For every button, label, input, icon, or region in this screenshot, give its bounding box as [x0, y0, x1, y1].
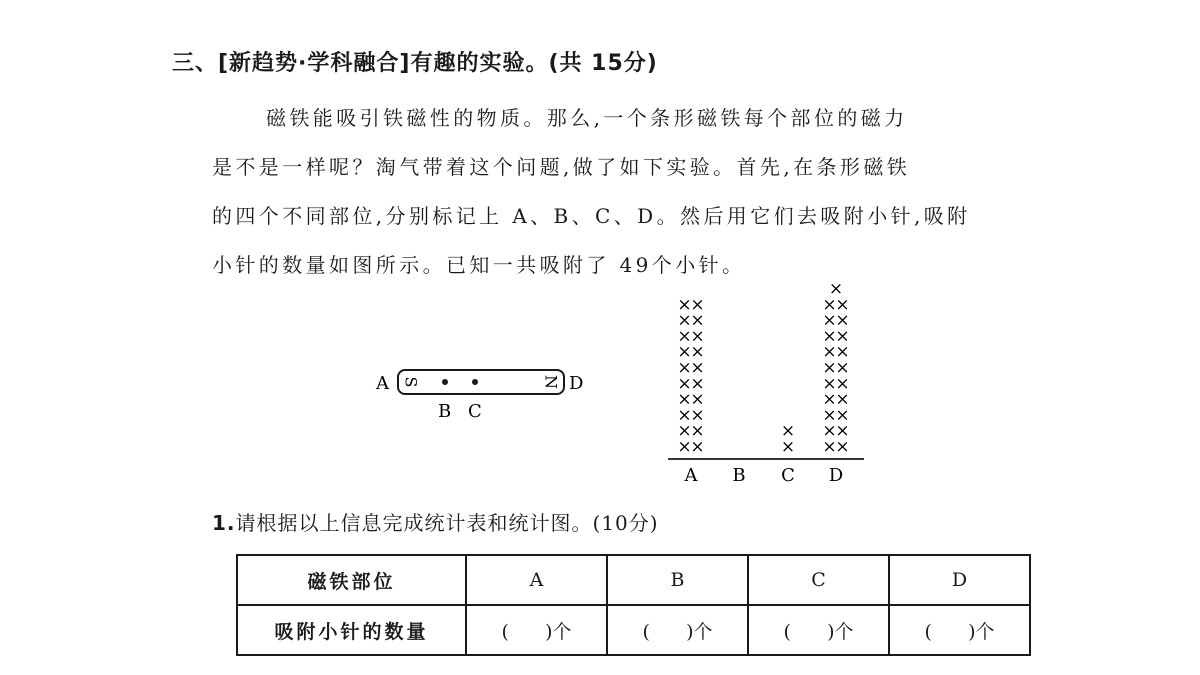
blank-cell-b[interactable] [607, 605, 748, 655]
magnet-label-a: A [376, 373, 389, 394]
pin-mark: × [690, 294, 705, 315]
pin-mark: × [822, 405, 837, 426]
pin-mark: × [822, 326, 837, 347]
pin-mark: × [690, 326, 705, 347]
pin-mark: × [677, 373, 692, 394]
pin-mark: × [835, 437, 850, 457]
pin-mark: × [677, 310, 692, 331]
pin-mark: × [677, 421, 692, 442]
pin-mark: × [677, 358, 692, 378]
pictograph-label-d: D [828, 465, 844, 486]
table-header-row [237, 555, 1030, 605]
pin-mark: × [835, 294, 850, 315]
pin-mark: × [677, 326, 692, 347]
pictograph-label-b: B [732, 465, 746, 486]
pin-mark: × [828, 279, 844, 299]
pin-mark: × [822, 342, 837, 363]
pin-mark: × [780, 437, 796, 457]
blank-cell-c[interactable] [748, 605, 889, 655]
pin-mark: × [822, 389, 837, 410]
pin-mark: × [690, 310, 705, 331]
magnet-label-c: C [468, 401, 482, 422]
pin-mark: × [822, 373, 837, 394]
pin-mark: × [835, 405, 850, 426]
pin-mark: × [677, 294, 692, 315]
pin-mark: × [677, 389, 692, 410]
problem-paragraph [212, 94, 1042, 290]
pin-mark: × [835, 310, 850, 331]
blank-cell-a[interactable] [466, 605, 607, 655]
paragraph-line: 磁铁能吸引铁磁性的物质。那么,一个条形磁铁每个部位的磁力 [266, 106, 908, 130]
paragraph-line: 是不是一样呢？淘气带着这个问题,做了如下实验。首先,在条形磁铁 [212, 155, 911, 179]
pin-mark: × [690, 405, 705, 426]
pin-mark: × [835, 326, 850, 347]
blank-answer-b[interactable]: ( )个 [642, 620, 713, 643]
pin-mark: × [677, 342, 692, 363]
magnet-label-d: D [569, 373, 584, 394]
table-col-c: C [748, 555, 889, 605]
pole-s-label: S [401, 376, 421, 388]
pin-mark: × [677, 405, 692, 426]
pin-mark: × [677, 437, 692, 457]
question-1 [212, 507, 659, 536]
pin-mark: × [835, 373, 850, 394]
pole-n-label: N [541, 375, 561, 389]
pictograph-label-a: A [684, 465, 698, 486]
table-col-b: B [607, 555, 748, 605]
blank-answer-d[interactable]: ( )个 [924, 620, 995, 643]
blank-answer-c[interactable]: ( )个 [783, 620, 854, 643]
pin-mark: × [690, 389, 705, 410]
pin-mark: × [690, 373, 705, 394]
pin-mark: × [822, 421, 837, 442]
question-text: 请根据以上信息完成统计表和统计图。(10分) [235, 511, 659, 535]
stats-table [236, 554, 1031, 656]
table-col-a: A [466, 555, 607, 605]
pin-mark: × [780, 421, 796, 442]
table-col-d: D [889, 555, 1030, 605]
pin-mark: × [822, 294, 837, 315]
magnet-diagram [370, 360, 600, 430]
pin-mark: × [835, 342, 850, 363]
paragraph-line: 的四个不同部位,分别标记上 A、B、C、D。然后用它们去吸附小针,吸附 [212, 204, 971, 228]
table-count-row [237, 605, 1030, 655]
blank-answer-a[interactable]: ( )个 [501, 620, 572, 643]
pin-mark: × [690, 358, 705, 378]
paragraph-line: 小针的数量如图所示。已知一共吸附了 49个小针。 [212, 253, 746, 277]
pin-mark: × [822, 358, 837, 378]
question-number: 1. [212, 511, 236, 535]
pictograph-label-c: C [781, 465, 795, 486]
point-b-dot [442, 379, 448, 385]
pin-mark: × [822, 437, 837, 457]
pin-mark: × [690, 421, 705, 442]
bar-magnet [398, 370, 564, 394]
pin-mark: × [822, 310, 837, 331]
pin-mark: × [835, 389, 850, 410]
pin-mark: × [690, 342, 705, 363]
section-heading: 三、[新趋势·学科融合]有趣的实验。(共 15分) [172, 51, 658, 76]
blank-cell-d[interactable] [889, 605, 1030, 655]
pin-mark: × [835, 358, 850, 378]
table-row-label: 吸附小针的数量 [237, 605, 466, 655]
pin-count-pictograph [660, 279, 875, 490]
magnet-label-b: B [438, 401, 452, 422]
pin-mark: × [690, 437, 705, 457]
point-c-dot [472, 379, 478, 385]
pin-mark: × [835, 421, 850, 442]
table-header-label: 磁铁部位 [237, 555, 466, 605]
